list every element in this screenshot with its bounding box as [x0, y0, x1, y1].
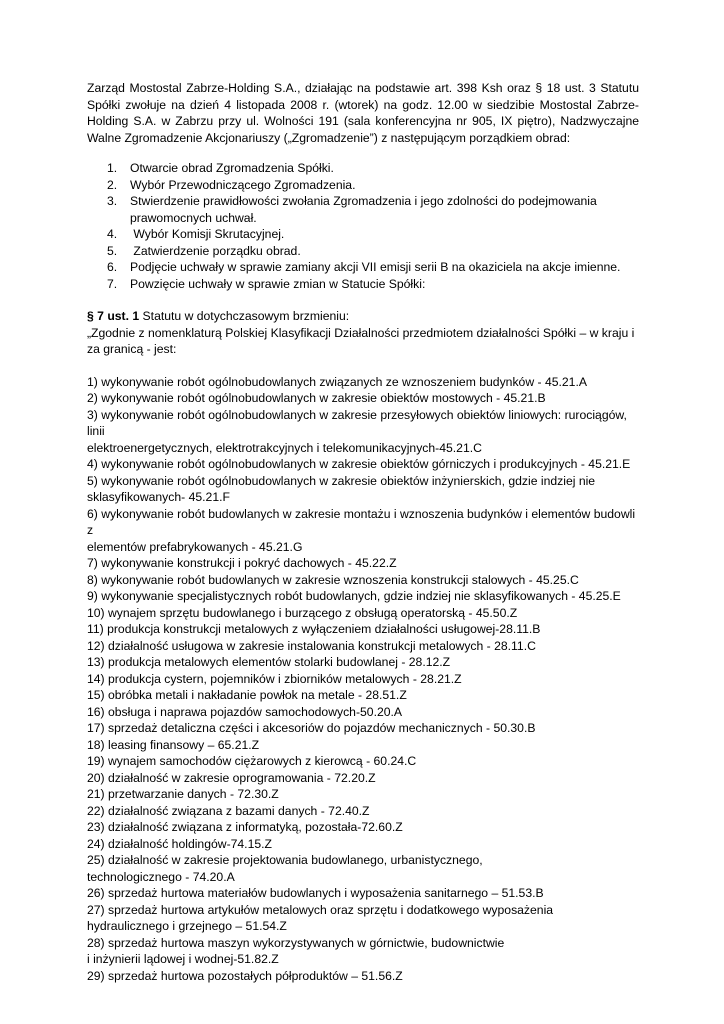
document-page [87, 80, 639, 984]
activity-item-line: 19) wynajem samochodów ciężarowych z kierowcą - 60.24.C [87, 754, 417, 768]
agenda-item [87, 243, 639, 260]
agenda-item-number: 7. [107, 276, 118, 291]
activity-item-line: 8) wykonywanie robót budowlanych w zakresie wznoszenia konstrukcji stalowych - 45.25.C [87, 572, 579, 587]
activity-item [87, 473, 639, 506]
agenda-item-number: 5. [107, 243, 118, 258]
activity-item [87, 819, 639, 836]
activity-item [87, 671, 639, 688]
activity-item [87, 654, 639, 671]
agenda-item-number: 1. [107, 161, 118, 175]
activity-item [87, 456, 639, 473]
activity-item [87, 885, 639, 902]
activity-item [87, 935, 639, 968]
agenda-item [87, 160, 639, 177]
activity-item [87, 836, 639, 853]
activity-item [87, 737, 639, 754]
agenda-item [87, 259, 639, 276]
agenda-item-text: Zatwierdzenie porządku obrad. [130, 243, 301, 258]
section-heading: § 7 ust. 1 [87, 309, 140, 323]
activity-item [87, 687, 639, 704]
activity-item [87, 605, 639, 622]
agenda-item-number: 4. [107, 227, 118, 241]
activity-item [87, 902, 639, 935]
activity-item [87, 407, 639, 457]
quote-paragraph: „Zgodnie z nomenklaturą Polskiej Klasyfikacji Działalności przedmiotem działalności Spółki – w kraju i za granicą - jest: [87, 325, 635, 356]
agenda-item-text: Powzięcie uchwały w sprawie zmian w Statucie Spółki: [130, 276, 426, 291]
activity-item [87, 506, 639, 556]
activity-item-line: i inżynierii lądowej i wodnej-51.82.Z [87, 952, 279, 966]
activity-item-line: 10) wynajem sprzętu budowlanego i burzącego z obsługą operatorską - 45.50.Z [87, 605, 518, 620]
activity-item [87, 390, 639, 407]
activity-item-line: 24) działalność holdingów-74.15.Z [87, 836, 272, 851]
activity-item-line: 14) produkcja cystern, pojemników i zbiorników metalowych - 28.21.Z [87, 671, 462, 686]
agenda-item-number: 2. [107, 177, 118, 192]
activity-item-line: 29) sprzedaż hurtowa pozostałych półproduktów – 51.56.Z [87, 968, 403, 983]
activity-item-line: 20) działalność w zakresie oprogramowania - 72.20.Z [87, 770, 376, 785]
activity-item [87, 588, 639, 605]
activity-item-line: sklasyfikowanych- 45.21.F [87, 490, 230, 504]
activity-item [87, 753, 639, 770]
activity-item-line: 11) produkcja konstrukcji metalowych z wyłączeniem działalności usługowej-28.11.B [87, 622, 541, 636]
agenda-item-number: 6. [107, 260, 118, 274]
section-heading-rest: Statutu w dotychczasowym brzmieniu: [139, 309, 350, 323]
activity-item-line: 12) działalność usługowa w zakresie instalowania konstrukcji metalowych - 28.11.C [87, 638, 536, 653]
intro-paragraph: Zarząd Mostostal Zabrze-Holding S.A., działając na podstawie art. 398 Ksh oraz § 18 ust. 3 Statutu Spółki zwołuje na dzień 4 listopada 2008 r. (wtorek) na godz. 12.00 w siedzibie Mostostal Zabrze-Holding S.A. w Zabrzu przy ul. Wolności 191 (sala konferencyjna nr 905, IX piętro), Nadzwyczajne Walne Zgromadzenie Akcjonariuszy („Zgromadzenie”) z następującym porządkiem obrad: [87, 81, 639, 145]
activity-item-line: 16) obsługa i naprawa pojazdów samochodowych-50.20.A [87, 704, 403, 719]
activity-item [87, 968, 639, 985]
activity-list [87, 374, 639, 985]
agenda-item [87, 177, 639, 194]
activity-item-line: 18) leasing finansowy – 65.21.Z [87, 737, 260, 752]
agenda-item [87, 226, 639, 243]
section-heading-line [87, 308, 639, 325]
activity-item-line: 6) wykonywanie robót budowlanych w zakresie montażu i wznoszenia budynków i elementów budowli z [87, 506, 636, 537]
activity-item [87, 621, 639, 638]
agenda-item-text: Wybór Przewodniczącego Zgromadzenia. [130, 177, 356, 192]
activity-item [87, 770, 639, 787]
activity-item-line: technologicznego - 74.20.A [87, 869, 235, 884]
activity-item-line: 2) wykonywanie robót ogólnobudowlanych w zakresie obiektów mostowych - 45.21.B [87, 391, 546, 405]
agenda-list [87, 160, 639, 292]
activity-item-line: 26) sprzedaż hurtowa materiałów budowlanych i wyposażenia sanitarnego – 51.53.B [87, 886, 544, 900]
agenda-item-text: Podjęcie uchwały w sprawie zamiany akcji VII emisji serii B na okaziciela na akcje imienne. [130, 260, 621, 274]
activity-item-line: 9) wykonywanie specjalistycznych robót budowlanych, gdzie indziej nie sklasyfikowanych - 45.25.E [87, 589, 621, 603]
activity-item-line: 3) wykonywanie robót ogólnobudowlanych w zakresie przesyłowych obiektów liniowych: rurociągów, linii [87, 407, 627, 438]
activity-item [87, 720, 639, 737]
agenda-item-number: 3. [107, 194, 118, 208]
activity-item-line: 28) sprzedaż hurtowa maszyn wykorzystywanych w górnictwie, budownictwie [87, 935, 505, 950]
agenda-item [87, 193, 639, 226]
activity-item-line: 25) działalność w zakresie projektowania budowlanego, urbanistycznego, [87, 853, 483, 867]
activity-item [87, 374, 639, 391]
activity-item-line: 4) wykonywanie robót ogólnobudowlanych w zakresie obiektów górniczych i produkcyjnych - 45.21.E [87, 457, 631, 471]
activity-item [87, 555, 639, 572]
agenda-item [87, 276, 639, 293]
activity-item-line: 17) sprzedaż detaliczna części i akcesoriów do pojazdów mechanicznych - 50.30.B [87, 721, 536, 735]
activity-item-line: 7) wykonywanie konstrukcji i pokryć dachowych - 45.22.Z [87, 556, 397, 570]
activity-item-line: 1) wykonywanie robót ogólnobudowlanych związanych ze wznoszeniem budynków - 45.21.A [87, 374, 587, 389]
activity-item-line: 13) produkcja metalowych elementów stolarki budowlanej - 28.12.Z [87, 655, 451, 669]
agenda-item-text: Stwierdzenie prawidłowości zwołania Zgromadzenia i jego zdolności do podejmowania prawomocnych uchwał. [130, 194, 601, 225]
activity-item-line: 21) przetwarzanie danych - 72.30.Z [87, 787, 279, 801]
activity-item-line: 15) obróbka metali i nakładanie powłok na metale - 28.51.Z [87, 688, 407, 702]
activity-item-line: elementów prefabrykowanych - 45.21.G [87, 539, 303, 554]
activity-item [87, 704, 639, 721]
activity-item-line: 22) działalność związana z bazami danych - 72.40.Z [87, 803, 370, 818]
activity-item-line: 5) wykonywanie robót ogólnobudowlanych w zakresie obiektów inżynierskich, gdzie indziej nie [87, 473, 596, 488]
activity-item-line: elektroenergetycznych, elektrotrakcyjnych i telekomunikacyjnych-45.21.C [87, 440, 482, 455]
activity-item [87, 786, 639, 803]
activity-item [87, 572, 639, 589]
activity-item [87, 803, 639, 820]
activity-item [87, 852, 639, 885]
agenda-item-text: Otwarcie obrad Zgromadzenia Spółki. [130, 161, 334, 175]
activity-item-line: 27) sprzedaż hurtowa artykułów metalowych oraz sprzętu i dodatkowego wyposażenia [87, 902, 554, 917]
agenda-item-text: Wybór Komisji Skrutacyjnej. [130, 227, 285, 241]
activity-item-line: hydraulicznego i grzejnego – 51.54.Z [87, 919, 287, 933]
activity-item-line: 23) działalność związana z informatyką, pozostała-72.60.Z [87, 820, 403, 834]
activity-item [87, 638, 639, 655]
